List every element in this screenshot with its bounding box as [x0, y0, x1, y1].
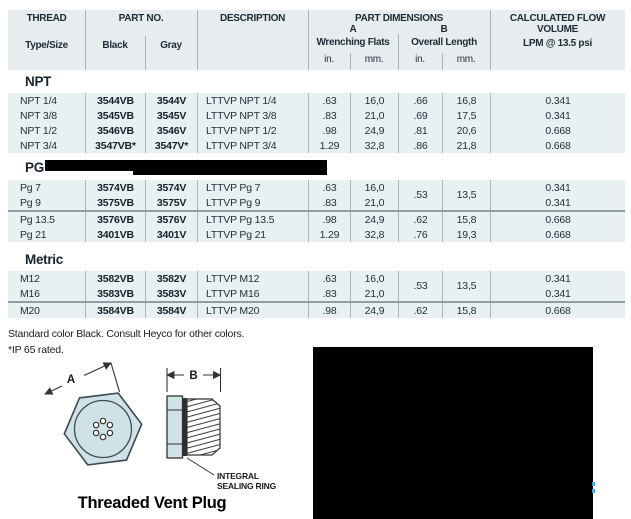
table-cell: NPT 3/4 [20, 139, 57, 152]
table-cell: 15,8 [442, 303, 490, 318]
table-cell: 3583V [145, 286, 197, 301]
blue-artifact [592, 489, 595, 493]
table-cell: LTTVP Pg 21 [197, 227, 308, 242]
table-cell: 3574VB [85, 180, 145, 195]
table-cell: LTTVP NPT 1/4 [197, 93, 308, 108]
table-cell: 16,8 [442, 93, 490, 108]
dimension-b-label: B [189, 370, 198, 382]
ring-leader-line [187, 458, 214, 475]
redaction-bar-pg [133, 163, 327, 175]
table-rows-group [8, 271, 625, 301]
table-cell: LTTVP Pg 13.5 [197, 212, 308, 227]
table-cell: 0.341 [490, 93, 625, 108]
column-divider [145, 36, 146, 70]
dimension-a-label: A [66, 374, 76, 386]
ring-label-line2: SEALING RING [217, 481, 276, 491]
table-cell: 3545VB [85, 108, 145, 123]
table-cell: M16 [20, 287, 40, 300]
col-header-dim-a: A [349, 24, 357, 35]
table-cell: 3544VB [85, 93, 145, 108]
table-rows-group [8, 180, 625, 210]
col-header-gray: Gray [160, 40, 182, 51]
footnote-color: Standard color Black. Consult Heyco for other colors. [8, 328, 245, 340]
table-cell: 16,0 [350, 93, 398, 108]
table-cell: 15,8 [442, 212, 490, 227]
column-divider [490, 10, 491, 70]
table-cell: 0.341 [490, 108, 625, 123]
table-cell: Pg 9 [20, 196, 41, 209]
col-header-flow-1: CALCULATED FLOW [509, 13, 606, 24]
table-cell: LTTVP M16 [197, 286, 308, 301]
table-cell: 0.668 [490, 212, 625, 227]
table-cell: 3575V [145, 195, 197, 210]
table-cell: 16,0 [350, 271, 398, 286]
table-cell: .81 [398, 123, 442, 138]
table-cell: .98 [308, 303, 350, 318]
hex-outline [64, 393, 141, 465]
table-cell: Pg 7 [20, 181, 41, 194]
section-block-pg [8, 180, 625, 242]
vent-plug-diagram [0, 358, 313, 519]
col-header-type-size: Type/Size [25, 40, 68, 51]
table-cell: 3583VB [85, 286, 145, 301]
table-cell: 3547VB* [85, 138, 145, 153]
table-cell: M20 [20, 304, 40, 317]
table-cell: 17,5 [442, 108, 490, 123]
table-cell: .63 [308, 180, 350, 195]
table-cell: LTTVP NPT 3/8 [197, 108, 308, 123]
table-cell: 0.668 [490, 227, 625, 242]
table-rows-group [8, 93, 625, 153]
dimension-a-line [45, 363, 120, 394]
section-label-npt: NPT [25, 74, 52, 89]
table-cell: 13,5 [442, 180, 490, 210]
table-cell: 3547V* [145, 138, 197, 153]
table-cell: LTTVP Pg 9 [197, 195, 308, 210]
table-cell: 0.668 [490, 303, 625, 318]
table-cell: .62 [398, 212, 442, 227]
table-cell: 20,6 [442, 123, 490, 138]
table-cell: .86 [398, 138, 442, 153]
unit-b-mm: mm. [456, 54, 476, 65]
table-cell: 3574V [145, 180, 197, 195]
table-cell: 3584V [145, 303, 197, 318]
table-header [8, 10, 625, 70]
side-view-threaded-plug [167, 368, 277, 491]
table-cell: .83 [308, 108, 350, 123]
table-cell: Pg 21 [20, 228, 47, 241]
table-cell: .83 [308, 195, 350, 210]
table-cell: 32,8 [350, 227, 398, 242]
table-cell: .69 [398, 108, 442, 123]
table-cell: 21,0 [350, 195, 398, 210]
table-cell: .98 [308, 123, 350, 138]
table-cell: 3584VB [85, 303, 145, 318]
table-cell: 3401VB [85, 227, 145, 242]
ring-label-line1: INTEGRAL [217, 471, 259, 481]
unit-a-mm: mm. [364, 54, 384, 65]
table-cell: M12 [20, 272, 40, 285]
threaded-body [187, 399, 220, 455]
table-cell: 0.668 [490, 138, 625, 153]
table-cell: 0.341 [490, 286, 625, 301]
col-header-description: DESCRIPTION [219, 13, 286, 24]
section-block-npt [8, 93, 625, 153]
table-cell: LTTVP Pg 7 [197, 180, 308, 195]
col-header-wrenching-flats: Wrenching Flats [316, 37, 390, 48]
table-cell: 1.29 [308, 227, 350, 242]
table-cell: 16,0 [350, 180, 398, 195]
col-header-part-no: PART NO. [118, 13, 164, 24]
section-label-pg: PG [25, 160, 44, 175]
table-cell: 3546VB [85, 123, 145, 138]
table-rows-group [8, 301, 625, 318]
col-header-black: Black [102, 40, 128, 51]
table-rows-group [8, 210, 625, 242]
table-cell: 0.341 [490, 180, 625, 195]
table-cell: 24,9 [350, 303, 398, 318]
table-cell: .83 [308, 286, 350, 301]
table-cell: 3545V [145, 108, 197, 123]
table-cell: .62 [398, 303, 442, 318]
table-cell: NPT 1/2 [20, 124, 57, 137]
table-cell: 24,9 [350, 212, 398, 227]
front-view-hex-plug [45, 363, 142, 465]
table-cell: .63 [308, 93, 350, 108]
diagram-caption: Threaded Vent Plug [77, 494, 227, 512]
table-cell: LTTVP M20 [197, 303, 308, 318]
table-cell: 3576VB [85, 212, 145, 227]
unit-b-in: in. [415, 54, 425, 65]
col-header-flow-3: LPM @ 13.5 psi [523, 38, 592, 49]
column-divider [85, 10, 86, 70]
table-cell: .53 [398, 180, 442, 210]
table-cell: 13,5 [442, 271, 490, 301]
section-block-metric [8, 271, 625, 318]
table-cell: 3544V [145, 93, 197, 108]
table-cell: 3575VB [85, 195, 145, 210]
table-cell: LTTVP NPT 1/2 [197, 123, 308, 138]
table-cell: 0.668 [490, 123, 625, 138]
table-cell: 3582V [145, 271, 197, 286]
column-divider [442, 53, 443, 70]
table-cell: LTTVP M12 [197, 271, 308, 286]
col-header-dim-b: B [440, 24, 448, 35]
table-cell: 32,8 [350, 138, 398, 153]
column-divider [398, 34, 399, 70]
table-cell: 0.341 [490, 195, 625, 210]
table-cell: 3582VB [85, 271, 145, 286]
col-header-overall-length: Overall Length [411, 37, 477, 48]
table-cell: 0.341 [490, 271, 625, 286]
column-divider [308, 10, 309, 70]
table-cell: .76 [398, 227, 442, 242]
blue-artifact [592, 482, 595, 486]
table-cell: .63 [308, 271, 350, 286]
footnote-ip65: *IP 65 rated. [8, 344, 64, 356]
table-cell: NPT 3/8 [20, 109, 57, 122]
table-cell: 1.29 [308, 138, 350, 153]
table-cell: 3546V [145, 123, 197, 138]
table-cell: 3576V [145, 212, 197, 227]
table-cell: NPT 1/4 [20, 94, 57, 107]
section-label-metric: Metric [25, 252, 63, 267]
table-cell: 21,0 [350, 108, 398, 123]
table-cell: Pg 13.5 [20, 213, 55, 226]
col-header-part-dimensions: PART DIMENSIONS [354, 13, 444, 24]
table-cell: 21,8 [442, 138, 490, 153]
table-cell: .98 [308, 212, 350, 227]
col-header-thread: THREAD [26, 13, 67, 24]
table-cell: 3401V [145, 227, 197, 242]
table-cell: 24,9 [350, 123, 398, 138]
table-cell: 21,0 [350, 286, 398, 301]
table-cell: LTTVP NPT 3/4 [197, 138, 308, 153]
unit-a-in: in. [324, 54, 334, 65]
table-cell: .66 [398, 93, 442, 108]
redaction-box [313, 347, 593, 519]
plug-head [167, 396, 183, 458]
sealing-ring [183, 398, 187, 456]
col-header-flow-2: VOLUME [537, 24, 578, 35]
column-divider [197, 10, 198, 70]
column-divider [350, 53, 351, 70]
table-cell: .53 [398, 271, 442, 301]
table-cell: 19,3 [442, 227, 490, 242]
